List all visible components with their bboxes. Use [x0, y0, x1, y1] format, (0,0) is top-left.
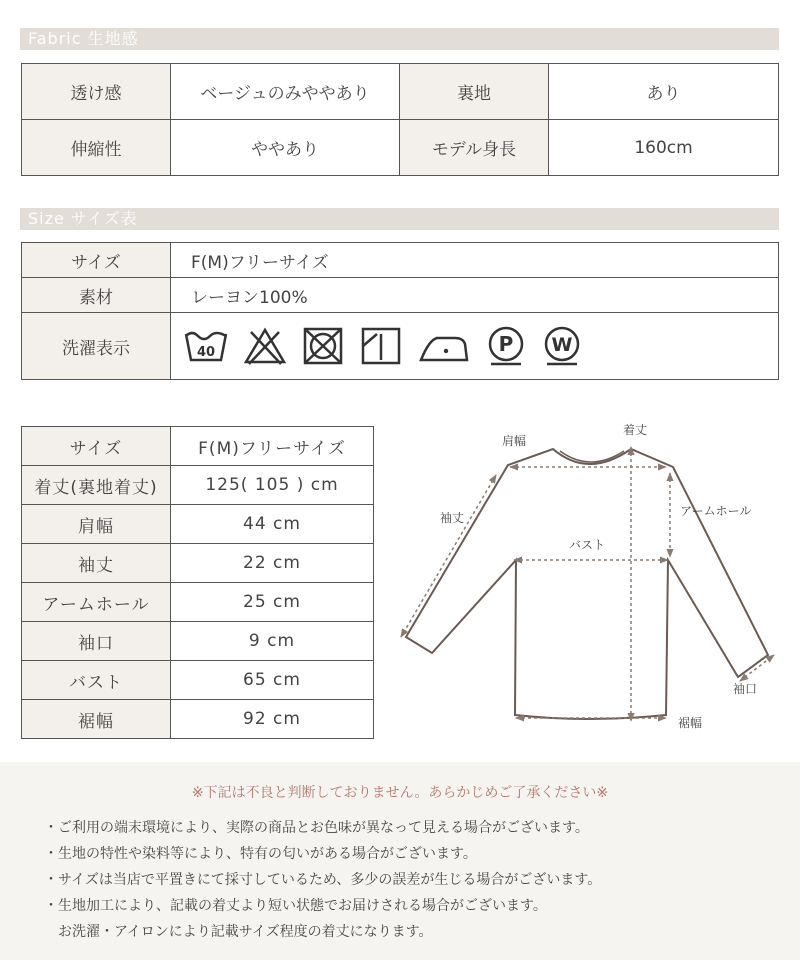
table-row	[22, 278, 779, 313]
cuff-arrow	[740, 655, 774, 681]
no-tumble-dry-icon	[301, 326, 345, 366]
label-shoulder: 肩幅	[502, 434, 527, 448]
meas-label-length: 着丈(裏地着丈)	[22, 466, 171, 505]
table-row	[22, 466, 374, 505]
iron-low-icon	[417, 326, 471, 366]
meas-label-hem: 裾幅	[22, 700, 171, 739]
meas-value-shoulder: 44 cm	[171, 505, 374, 544]
meas-value-sleeve: 22 cm	[171, 544, 374, 583]
label-hem: 裾幅	[678, 716, 703, 730]
size-value: F(M)フリーサイズ	[171, 243, 779, 278]
list-item: ・サイズは当店で平置きにて採寸しているため、多少の誤差が生じる場合がございます。	[44, 872, 602, 888]
list-item: ・生地加工により、記載の着丈より短い状態でお届けされる場合がございます。	[44, 898, 547, 914]
table-row	[22, 622, 374, 661]
meas-header-size: サイズ	[22, 427, 171, 466]
wash-40-icon	[183, 326, 229, 366]
list-item: ・生地の特性や染料等により、特有の匂いがある場合がございます。	[44, 846, 477, 862]
stretch-value: ややあり	[171, 120, 400, 176]
label-sleeve: 袖丈	[440, 511, 465, 525]
fabric-section-header: Fabric 生地感	[20, 28, 779, 50]
meas-label-bust: バスト	[22, 661, 171, 700]
table-row	[22, 313, 779, 380]
table-row	[22, 544, 374, 583]
table-row	[22, 700, 374, 739]
meas-value-hem: 92 cm	[171, 700, 374, 739]
dry-clean-p-icon	[485, 325, 527, 367]
label-length: 着丈	[623, 423, 648, 437]
model-height-value: 160cm	[549, 120, 779, 176]
dry-clean-p-letter: P	[498, 332, 514, 356]
label-cuff: 袖口	[733, 682, 758, 696]
sheerness-value: ベージュのみややあり	[171, 64, 400, 120]
label-armhole: アームホール	[680, 504, 752, 518]
garment-diagram	[398, 415, 798, 740]
meas-label-cuff: 袖口	[22, 622, 171, 661]
stretch-label: 伸縮性	[22, 120, 171, 176]
notes-section	[0, 762, 800, 960]
table-row	[22, 661, 374, 700]
sleeve-arrow	[401, 475, 496, 637]
wet-clean-w-icon	[541, 325, 583, 367]
size-label: サイズ	[22, 243, 171, 278]
table-row	[22, 243, 779, 278]
meas-header-value: F(M)フリーサイズ	[171, 427, 374, 466]
no-bleach-icon	[243, 326, 287, 366]
wash-temp-label: 40	[196, 345, 216, 360]
material-label: 素材	[22, 278, 171, 313]
material-value: レーヨン100%	[171, 278, 779, 313]
measurements-table	[21, 426, 374, 739]
list-item: お洗濯・アイロンにより記載サイズ程度の着丈になります。	[44, 924, 433, 940]
table-row	[22, 583, 374, 622]
list-item: ・ご利用の端末環境により、実際の商品とお色味が異なって見える場合がございます。	[44, 820, 589, 836]
meas-label-sleeve: 袖丈	[22, 544, 171, 583]
table-row	[22, 505, 374, 544]
meas-value-bust: 65 cm	[171, 661, 374, 700]
notes-list	[44, 815, 601, 945]
meas-value-armhole: 25 cm	[171, 583, 374, 622]
model-height-label: モデル身長	[400, 120, 549, 176]
notes-title: ※下記は不良と判断しておりません。あらかじめご了承ください※	[191, 785, 609, 801]
size-section-header: Size サイズ表	[20, 208, 779, 230]
wet-clean-w-letter: W	[551, 334, 573, 356]
line-dry-icon	[359, 326, 403, 366]
care-label: 洗濯表示	[22, 313, 171, 380]
sheerness-label: 透け感	[22, 64, 171, 120]
size-info-table	[21, 242, 779, 380]
lining-label: 裏地	[400, 64, 549, 120]
meas-label-armhole: アームホール	[22, 583, 171, 622]
table-row	[22, 64, 779, 120]
meas-value-cuff: 9 cm	[171, 622, 374, 661]
table-row	[22, 120, 779, 176]
meas-label-shoulder: 肩幅	[22, 505, 171, 544]
label-bust: バスト	[569, 538, 606, 552]
care-symbols-cell	[171, 313, 779, 380]
table-row	[22, 427, 374, 466]
lining-value: あり	[549, 64, 779, 120]
meas-value-length: 125( 105 ) cm	[171, 466, 374, 505]
garment-outline	[406, 449, 768, 719]
fabric-table	[21, 63, 779, 176]
